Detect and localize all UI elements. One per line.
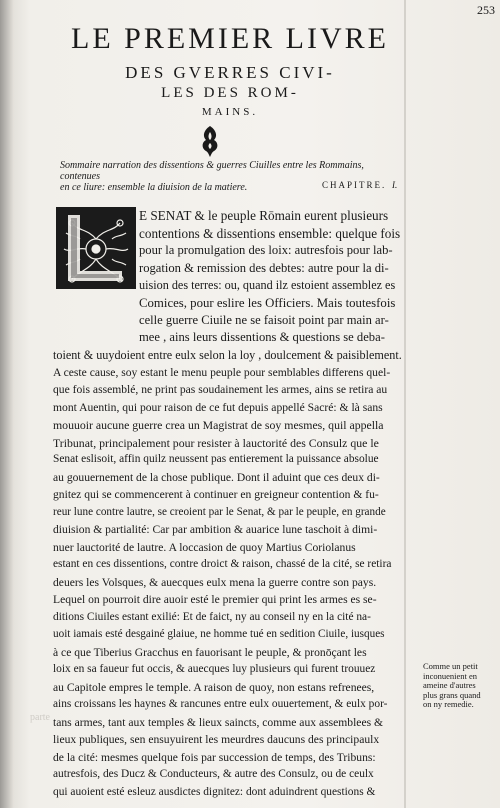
body-line: uision des terres: ou, quand ilz estoient assemblez es bbox=[139, 278, 396, 292]
body-line: reur lune contre lautre, se creoient par le Senat, & par le peuple, en grande bbox=[53, 506, 386, 518]
body-line: que fois assemblé, ne print pas soudainement les armes, ains se retira au bbox=[53, 383, 388, 396]
gutter-shadow bbox=[0, 0, 14, 808]
body-line: autresfois, des Ducz & Conducteurs, & autre des Consulz, ou de ceulx bbox=[53, 768, 374, 780]
title-line-3: LES DES ROM- bbox=[161, 85, 299, 101]
chapter-label: CHAPITRE. bbox=[322, 180, 387, 190]
fleuron-ornament-icon bbox=[197, 124, 223, 158]
margin-note-line: plus grans quand bbox=[423, 689, 481, 700]
body-line: gnitez qui se commencerent à continuer en greigneur contention & fu- bbox=[53, 488, 379, 501]
title-line-2: DES GVERRES CIVI- bbox=[125, 63, 335, 82]
body-line: loix en sa faueur fut occis, & auecques luy plusieurs qui furent trouuez bbox=[53, 663, 376, 675]
title-line-4: MAINS. bbox=[201, 106, 259, 118]
summary-line-2: en ce liure: ensemble la diuision de la matiere. bbox=[60, 182, 248, 193]
summary-line-1: Sommaire narration des dissentions & guerres Ciuilles entre les Rommains, contenues bbox=[60, 160, 364, 182]
margin-note-line: ameine d'autres bbox=[423, 680, 476, 690]
title-line-1: LE PREMIER LIVRE bbox=[71, 22, 389, 55]
body-line: pour la promulgation des loix: autresfois pour lab- bbox=[139, 243, 393, 257]
body-line: mont Auentin, qui pour raison de ce fut depuis appellé Sacré: & là sans bbox=[53, 401, 383, 414]
text-block-edge bbox=[404, 0, 406, 808]
body-line: lieux publiques, sen ensuyuirent les meurdres daucuns des principaulx bbox=[53, 733, 380, 746]
body-line: ditions Ciuiles estant exilié: Et de faict, ny au conseil ny en la cité na- bbox=[53, 611, 371, 623]
decorated-initial-L-icon bbox=[56, 207, 136, 289]
body-line: au gouuernement de la chose publique. Dont il aduint que ces deux di- bbox=[53, 471, 380, 484]
body-line: rogation & remission des debtes: autre pour la di- bbox=[139, 261, 389, 275]
margin-note-line: on ny remedie. bbox=[423, 699, 474, 709]
body-line: au Capitole empres le temple. A raison de quoy, non estans refrenees, bbox=[53, 681, 375, 694]
body-line: toient & uuydoient entre eulx selon la loy , doulcement & paisiblement. bbox=[53, 348, 402, 362]
margin-note-line: Comme un petit bbox=[423, 661, 478, 671]
body-line: Senat eslisoit, affin quilz neussent pas entierement la puissance absolue bbox=[53, 453, 379, 465]
chapter-number: I. bbox=[392, 180, 398, 190]
body-line: Comices, pour eslire les Officiers. Mais toutesfois bbox=[139, 296, 396, 310]
margin-note bbox=[423, 662, 500, 710]
body-line: Tribunat, principalement pour resister à lauctorité des Consulz que le bbox=[53, 436, 379, 450]
body-line: diuision & partialité: Car par ambition & auarice lune taschoit à dimi- bbox=[53, 523, 378, 536]
body-line: E SENAT & le peuple Rōmain eurent plusieurs bbox=[139, 208, 389, 223]
body-line: estant en ces dissentions, contre droict & raison, chassé de la cité, se retira bbox=[53, 558, 392, 570]
body-line: tans armes, tant aux temples & lieux saincts, comme aux assemblees & bbox=[53, 716, 384, 729]
body-line: à ce que Tiberius Gracchus en fauorisant le peuple, & pronōçant les bbox=[53, 646, 367, 659]
bleed-through-text: parte bbox=[30, 712, 50, 723]
body-line: celle guerre Ciuile ne se faisoit point par main ar- bbox=[139, 313, 389, 327]
body-line: nuer lauctorité de lautre. A loccasion de quoy Martius Coriolanus bbox=[53, 541, 356, 554]
body-line: uoit iamais esté desgainé glaiue, ne homme tué en sedition Ciuile, iusques bbox=[53, 628, 385, 640]
body-line: de la cité: mesmes quelque fois par succession de temps, des Tribuns: bbox=[53, 751, 376, 764]
page-number: 253 bbox=[477, 3, 495, 17]
body-line: A ceste cause, soy estant le menu peuple pour semblables differens quel- bbox=[53, 366, 391, 379]
body-line: contentions & dissentions ensemble: quelque fois bbox=[139, 226, 401, 241]
margin-note-line: inconuenient en bbox=[423, 670, 478, 681]
body-line: mouuoir aucune guerre crea un Magistrat de soy mesmes, quil appella bbox=[53, 418, 384, 432]
body-line: mee , ains leurs dissentions & questions se deba- bbox=[139, 330, 385, 344]
body-line: qui auoient esté esleuz ausdictes dignitez: dont aduindrent questions & bbox=[53, 786, 376, 798]
body-line: ains croissans les haynes & rancunes entre eulx ouuertement, & eulx por- bbox=[53, 698, 388, 710]
body-line: Lequel on pourroit dire auoir esté le premier qui print les armes es se- bbox=[53, 593, 377, 606]
body-line: deuers les Volsques, & auecques eulx mena la guerre contre son pays. bbox=[53, 576, 377, 589]
